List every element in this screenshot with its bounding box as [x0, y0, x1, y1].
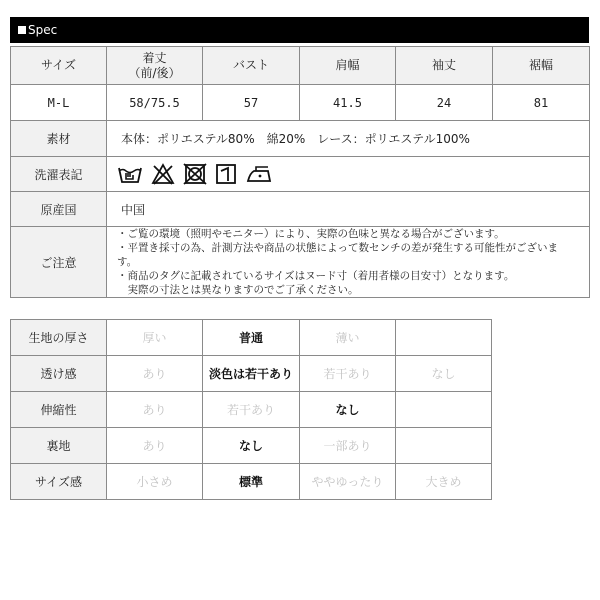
option-cell: 小さめ — [107, 464, 203, 500]
fit-label: サイズ感 — [11, 464, 107, 500]
origin-row — [11, 192, 590, 227]
care-icons — [107, 157, 590, 192]
notice-line: ・商品のタグに記載されているサイズはヌード寸（着用者様の目安寸）となります。 — [117, 270, 515, 282]
no-bleach-icon — [151, 163, 175, 185]
option-cell: ややゆったり — [300, 464, 396, 500]
option-cell: 若干あり — [203, 392, 300, 428]
lining-row — [11, 428, 492, 464]
hand-wash-icon — [117, 163, 143, 185]
fabric-thickness-row — [11, 320, 492, 356]
iron-low-icon — [246, 163, 272, 185]
material-label: 素材 — [11, 121, 107, 157]
notice-text — [107, 227, 590, 298]
square-icon — [18, 26, 26, 34]
care-row — [11, 157, 590, 192]
lining-label: 裏地 — [11, 428, 107, 464]
notice-line: ・ご覧の環境（照明やモニター）により、実際の色味と異なる場合がございます。 — [117, 228, 505, 240]
line-dry-icon — [214, 163, 238, 185]
option-cell: あり — [107, 428, 203, 464]
material-value: 本体：ポリエステル80% 綿20% レース：ポリエステル100% — [107, 121, 590, 157]
bust-header: バスト — [203, 47, 300, 85]
sheerness-row — [11, 356, 492, 392]
stretch-label: 伸縮性 — [11, 392, 107, 428]
sheerness-label: 透け感 — [11, 356, 107, 392]
hem-header: 裾幅 — [493, 47, 590, 85]
spec-header — [10, 17, 589, 43]
size-header-row — [11, 47, 590, 85]
sleeve-value: 24 — [396, 85, 493, 121]
bust-value: 57 — [203, 85, 300, 121]
option-cell — [396, 320, 492, 356]
notice-line: ・平置き採寸の為、計測方法や商品の状態によって数センチの差が発生する可能性がございま — [117, 242, 558, 254]
option-cell: 一部あり — [300, 428, 396, 464]
selected-option: 普通 — [203, 320, 300, 356]
origin-label: 原産国 — [11, 192, 107, 227]
hem-value: 81 — [493, 85, 590, 121]
section-title: Spec — [28, 23, 58, 37]
spec-table — [10, 46, 590, 298]
sleeve-header: 袖丈 — [396, 47, 493, 85]
no-tumble-dry-icon — [183, 163, 207, 185]
selected-option: 標準 — [203, 464, 300, 500]
notice-line: 実際の寸法とは異なりますのでご了承ください。 — [117, 284, 359, 296]
size-value: M-L — [11, 85, 107, 121]
stretch-row — [11, 392, 492, 428]
length-header: 着丈 （前/後） — [107, 47, 203, 85]
notice-label: ご注意 — [11, 227, 107, 298]
shoulder-value: 41.5 — [300, 85, 396, 121]
selected-option: 淡色は若干あり — [203, 356, 300, 392]
material-row — [11, 121, 590, 157]
option-cell: あり — [107, 392, 203, 428]
care-label: 洗濯表記 — [11, 157, 107, 192]
length-value: 58/75.5 — [107, 85, 203, 121]
notice-line: す。 — [117, 256, 138, 268]
shoulder-header: 肩幅 — [300, 47, 396, 85]
option-cell: 大きめ — [396, 464, 492, 500]
option-cell: 厚い — [107, 320, 203, 356]
origin-value: 中国 — [107, 192, 590, 227]
selected-option: なし — [203, 428, 300, 464]
fabric-thickness-label: 生地の厚さ — [11, 320, 107, 356]
option-cell: 薄い — [300, 320, 396, 356]
selected-option: なし — [300, 392, 396, 428]
option-cell: なし — [396, 356, 492, 392]
option-cell — [396, 392, 492, 428]
fit-row — [11, 464, 492, 500]
option-cell — [396, 428, 492, 464]
notice-row — [11, 227, 590, 298]
size-value-row — [11, 85, 590, 121]
option-cell: あり — [107, 356, 203, 392]
option-cell: 若干あり — [300, 356, 396, 392]
fabric-attributes-table — [10, 319, 492, 500]
size-header: サイズ — [11, 47, 107, 85]
